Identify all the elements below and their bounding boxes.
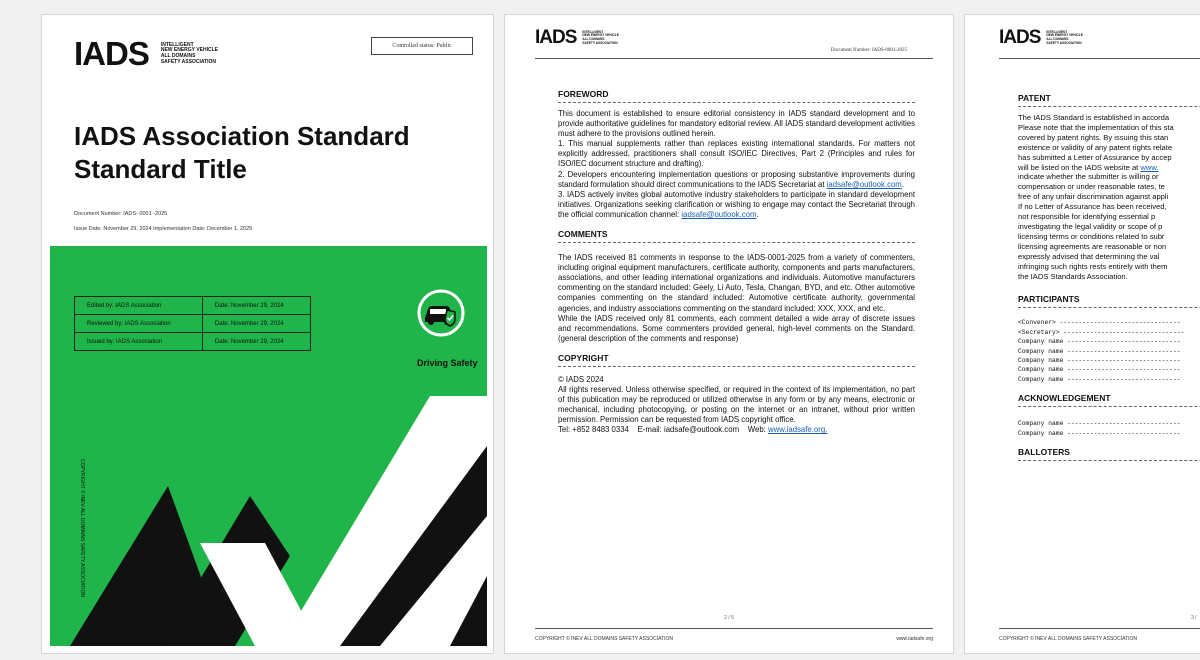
comments-paragraph: While the IADS received only 81 comments, each comment detailed a wide array of discrete issues and recommendations. Some commenters provided general, high-level comments on the Standard. (general description of the comments and response) xyxy=(558,313,915,343)
logo-subtitle: INTELLIGENT NEW ENERGY VEHICLE ALL DOMAINS SAFETY ASSOCIATION xyxy=(1046,29,1083,45)
list-item: Company name ------------------------------ xyxy=(1018,338,1181,346)
list-item: Company name ------------------------------ xyxy=(1018,357,1181,365)
footer-rule xyxy=(999,628,1200,629)
list-item: Company name ------------------------------ xyxy=(1018,429,1181,437)
page-2 xyxy=(504,14,954,654)
iads-logo xyxy=(999,27,1083,49)
footer-copyright: COPYRIGHT © INEV ALL DOMAINS SAFETY ASSOCIATION xyxy=(535,636,673,642)
document-title: IADS Association Standard Standard Title xyxy=(74,121,410,184)
list-item: Company name ------------------------------ xyxy=(1018,366,1181,374)
page-3-content xyxy=(1018,93,1200,467)
participants-list xyxy=(1018,318,1200,384)
iads-logo xyxy=(535,27,619,49)
foreword-paragraph: 3. IADS actively invites global automotive industry stakeholders to participate in standard development initiatives. Organizations seeking clarification or wishing to engage may contact the Secretariat through the official communication channel: iadsafe@outlook.com. xyxy=(558,189,915,219)
balloters-heading: BALLOTERS xyxy=(1018,447,1200,461)
acknowledgement-list xyxy=(1018,419,1200,438)
page-number: 2 / 5 xyxy=(724,615,734,621)
patent-heading: PATENT xyxy=(1018,93,1200,107)
logo-subtitle: INTELLIGENT NEW ENERGY VEHICLE ALL DOMAINS SAFETY ASSOCIATION xyxy=(160,41,218,65)
acknowledgement-heading: ACKNOWLEDGEMENT xyxy=(1018,393,1200,407)
driving-safety-label: Driving Safety xyxy=(417,358,478,368)
header-rule xyxy=(535,58,933,59)
car-shield-icon xyxy=(416,288,466,338)
vertical-copyright: COPYRIGHT © INEV ALL DOMAINS SAFETY ASSOCIATION xyxy=(79,459,85,597)
controlled-status-box: Controlled status: Public xyxy=(371,37,473,55)
web-link[interactable]: www.iadsafe.org. xyxy=(768,425,828,435)
list-item: Company name ------------------------------ xyxy=(1018,375,1181,383)
footer-website: www.iadsafe.org xyxy=(896,636,933,642)
foreword-heading: FOREWORD xyxy=(558,89,915,103)
list-item: Company name ------------------------------ xyxy=(1018,347,1181,355)
document-meta xyxy=(74,207,252,237)
page-2-content xyxy=(558,89,915,435)
table-row: Issued by: IADS Association Date: November 29, 2024 xyxy=(75,333,311,351)
foreword-paragraph: 2. Developers encountering implementation questions or proposing substantive improvements during standard formulation should direct communications to the IADS Secretariat at iadsafe@outlook.com. xyxy=(558,169,915,189)
table-row: Edited by: IADS Association Date: November 29, 2024 xyxy=(75,297,311,315)
list-item: <Convener> -------------------------------- xyxy=(1018,319,1181,327)
comments-heading: COMMENTS xyxy=(558,229,915,243)
iads-logo xyxy=(74,35,218,73)
email-link[interactable]: iadsafe@outlook.com xyxy=(681,209,757,219)
cover-green-panel xyxy=(50,246,487,646)
logo-mark: IADS xyxy=(535,27,577,48)
footer-rule xyxy=(535,628,933,629)
page-3 xyxy=(964,14,1200,654)
cover-page xyxy=(41,14,494,654)
issue-dates: Issue Date: November 29, 2024 Implementation Date: December 1, 2025 xyxy=(74,225,253,232)
header-document-number: Document Number: IADS-0001-2025 xyxy=(830,48,907,53)
patent-website-link[interactable]: www. xyxy=(1140,162,1159,172)
foreword-paragraph: This document is established to ensure editorial consistency in IADS standard development and to provide authoritative guidelines for mandatory editorial review. All IADS standard development activities must adhere to the provisions outlined herein. xyxy=(558,109,915,139)
patent-paragraph: The IADS Standard is established in accorda Please note that the implementation of this sta covered by patent rights. By issuing this stan existence or validity of any patent rights relate has submitted a Letter of Assurance by accep will be listed on the IADS website at www. indicate whether the submitter is willing or compensation or under reasonable rates, te free of any unfair discrimination against appli If no Letter of Assurance has been received, not responsible for identifying essential p investigating the legal validity or scope of p licensing terms or conditions related to subr licensing agreements are reasonable or non expressly advised that determining the val infringing such rights rests entirely with them the IADS Standards Association. xyxy=(1018,113,1174,281)
copyright-line: © IADS 2024 xyxy=(558,374,604,384)
document-number: Document Number: IADS- 0001 -2025 xyxy=(74,211,168,217)
logo-mark: IADS xyxy=(999,27,1041,48)
foreword-paragraph: 1. This manual supplements rather than replaces existing international standards. For matters not explicitly addressed, practitioners shall consult ISO/IEC Directives, Part 2 (Principles and rules for ISO/IEC document structure and drafting). xyxy=(558,139,915,169)
contact-line: Tel: +852 8483 0334 E-mail: iadsafe@outlook.com Web: www.iadsafe.org. xyxy=(558,425,828,435)
page-number: 3 / xyxy=(1191,615,1197,621)
copyright-paragraph: All rights reserved. Unless otherwise specified, or required in the context of its implementation, no part of this publication may be reproduced or utilized otherwise in any form or by any means, electronic or mechanical, including photocopying, or posting on the internet or an intranet, without prior written permission. Permission can be requested from IADS copyright office. xyxy=(558,384,915,425)
footer-copyright: COPYRIGHT © INEV ALL DOMAINS SAFETY ASSOCIATION xyxy=(999,636,1137,642)
header-rule xyxy=(999,58,1200,59)
copyright-heading: COPYRIGHT xyxy=(558,353,915,367)
list-item: <Secretary> -------------------------------- xyxy=(1018,328,1185,336)
logo-subtitle: INTELLIGENT NEW ENERGY VEHICLE ALL DOMAINS SAFETY ASSOCIATION xyxy=(582,29,619,45)
participants-heading: PARTICIPANTS xyxy=(1018,294,1200,308)
list-item: Company name ------------------------------ xyxy=(1018,420,1181,428)
email-link[interactable]: iadsafe@outlook.com xyxy=(826,179,902,189)
comments-paragraph: The IADS received 81 comments in response to the IADS-0001-2025 from a variety of commenters, including original equipment manufacturers, certificate authority, components and parts manufacturers, associations, and other leading international organizations and individuals. Automotive manufacturers commenting on the standard included: Geely, Li Auto, Tesla, Changan, BYD, and etc. Other automotive companies commenting on the standard included: Automotive certificate authority, governmental agencies, and industry associations commenting on the standard included: XXX, XXX, and etc. xyxy=(558,253,915,313)
logo-mark: IADS xyxy=(74,35,149,72)
signoff-table xyxy=(74,296,311,351)
table-row: Reviewed by: IADS Association Date: November 29, 2024 xyxy=(75,315,311,333)
